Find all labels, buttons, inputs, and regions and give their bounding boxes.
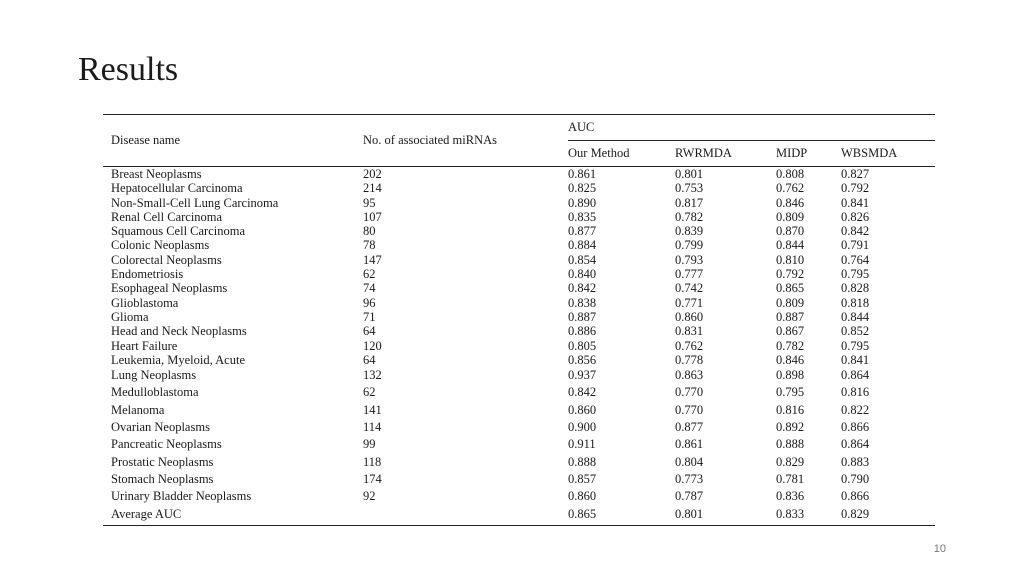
table-row — [103, 296, 935, 310]
mirna-count-cell: 96 — [363, 295, 376, 310]
disease-name-cell: Colorectal Neoplasms — [111, 252, 222, 267]
wbsmda-auc-cell: 0.790 — [841, 471, 870, 486]
wbsmda-auc-cell: 0.844 — [841, 309, 870, 324]
disease-name-cell: Endometriosis — [111, 267, 184, 282]
header-midp: MIDP — [776, 141, 841, 167]
table-row — [103, 224, 935, 238]
table-row — [103, 402, 935, 419]
midp-auc-cell: 0.892 — [776, 420, 805, 435]
rwrmda-auc-cell: 0.860 — [675, 309, 704, 324]
mirna-count-cell: 202 — [363, 167, 382, 181]
table-row — [103, 324, 935, 338]
table-row — [103, 471, 935, 488]
wbsmda-auc-cell: 0.864 — [841, 437, 870, 452]
auc-results-table-container — [103, 114, 935, 526]
mirna-count-cell: 120 — [363, 338, 382, 353]
wbsmda-auc-cell: 0.795 — [841, 338, 870, 353]
header-associated-mirnas: No. of associated miRNAs — [363, 115, 568, 167]
rwrmda-auc-cell: 0.770 — [675, 402, 704, 417]
mirna-count-cell: 141 — [363, 402, 382, 417]
our-method-auc-cell: 0.888 — [568, 454, 597, 469]
our-method-auc-cell: 0.860 — [568, 402, 597, 417]
our-method-auc-cell: 0.911 — [568, 437, 596, 452]
midp-auc-cell: 0.844 — [776, 238, 805, 253]
table-body — [103, 167, 935, 526]
table-row — [103, 267, 935, 281]
midp-auc-cell: 0.865 — [776, 281, 805, 296]
rwrmda-auc-cell: 0.861 — [675, 437, 704, 452]
rwrmda-auc-cell: 0.877 — [675, 420, 704, 435]
our-method-auc-cell: 0.856 — [568, 352, 597, 367]
mirna-count-cell: 62 — [363, 385, 376, 400]
midp-auc-cell: 0.762 — [776, 181, 805, 196]
our-method-auc-cell: 0.865 — [568, 506, 675, 526]
disease-name-cell: Renal Cell Carcinoma — [111, 209, 223, 224]
header-our-method: Our Method — [568, 141, 675, 167]
midp-auc-cell: 0.829 — [776, 454, 805, 469]
disease-name-cell: Melanoma — [111, 402, 165, 417]
mirna-count-cell: 74 — [363, 281, 376, 296]
our-method-auc-cell: 0.838 — [568, 295, 597, 310]
midp-auc-cell: 0.782 — [776, 338, 805, 353]
wbsmda-auc-cell: 0.864 — [841, 368, 870, 383]
rwrmda-auc-cell: 0.801 — [675, 506, 776, 526]
mirna-count-cell: 80 — [363, 224, 376, 239]
table-row — [103, 210, 935, 224]
our-method-auc-cell: 0.840 — [568, 267, 597, 282]
rwrmda-auc-cell: 0.770 — [675, 385, 704, 400]
auc-results-table — [103, 114, 935, 526]
header-wbsmda: WBSMDA — [841, 141, 935, 167]
midp-auc-cell: 0.846 — [776, 352, 805, 367]
our-method-auc-cell: 0.854 — [568, 252, 597, 267]
our-method-auc-cell: 0.861 — [568, 167, 597, 181]
rwrmda-auc-cell: 0.753 — [675, 181, 704, 196]
wbsmda-auc-cell: 0.828 — [841, 281, 870, 296]
rwrmda-auc-cell: 0.787 — [675, 489, 704, 504]
wbsmda-auc-cell: 0.792 — [841, 181, 870, 196]
midp-auc-cell: 0.795 — [776, 385, 805, 400]
wbsmda-auc-cell: 0.852 — [841, 324, 870, 339]
midp-auc-cell: 0.836 — [776, 489, 805, 504]
our-method-auc-cell: 0.884 — [568, 238, 597, 253]
mirna-count-cell: 99 — [363, 437, 376, 452]
disease-name-cell: Ovarian Neoplasms — [111, 420, 210, 435]
slide-title: Results — [78, 51, 179, 88]
table-row — [103, 339, 935, 353]
disease-name-cell: Leukemia, Myeloid, Acute — [111, 352, 245, 367]
rwrmda-auc-cell: 0.793 — [675, 252, 704, 267]
disease-name-cell: Lung Neoplasms — [111, 368, 197, 383]
our-method-auc-cell: 0.835 — [568, 209, 597, 224]
mirna-count-cell: 71 — [363, 309, 376, 324]
table-row — [103, 196, 935, 210]
midp-auc-cell: 0.887 — [776, 309, 805, 324]
midp-auc-cell: 0.867 — [776, 324, 805, 339]
rwrmda-auc-cell: 0.742 — [675, 281, 704, 296]
midp-auc-cell: 0.792 — [776, 267, 805, 282]
wbsmda-auc-cell: 0.764 — [841, 252, 870, 267]
table-row — [103, 281, 935, 295]
table-row — [103, 454, 935, 471]
disease-name-cell: Stomach Neoplasms — [111, 471, 214, 486]
disease-name-cell: Average AUC — [103, 506, 363, 526]
mirna-count-cell: 95 — [363, 195, 376, 210]
midp-auc-cell: 0.781 — [776, 471, 805, 486]
our-method-auc-cell: 0.877 — [568, 224, 597, 239]
our-method-auc-cell: 0.805 — [568, 338, 597, 353]
table-row — [103, 167, 935, 182]
our-method-auc-cell: 0.900 — [568, 420, 597, 435]
our-method-auc-cell: 0.890 — [568, 195, 597, 210]
rwrmda-auc-cell: 0.801 — [675, 167, 704, 181]
wbsmda-auc-cell: 0.866 — [841, 420, 870, 435]
midp-auc-cell: 0.808 — [776, 167, 805, 181]
our-method-auc-cell: 0.860 — [568, 489, 597, 504]
page-number: 10 — [933, 543, 946, 555]
rwrmda-auc-cell: 0.804 — [675, 454, 704, 469]
midp-auc-cell: 0.809 — [776, 295, 805, 310]
wbsmda-auc-cell: 0.841 — [841, 195, 870, 210]
table-row — [103, 488, 935, 505]
average-auc-row — [103, 506, 935, 526]
table-row — [103, 419, 935, 436]
mirna-count-cell: 92 — [363, 489, 376, 504]
mirna-count-cell — [363, 506, 568, 526]
mirna-count-cell: 118 — [363, 454, 382, 469]
table-row — [103, 238, 935, 252]
our-method-auc-cell: 0.842 — [568, 385, 597, 400]
rwrmda-auc-cell: 0.831 — [675, 324, 704, 339]
our-method-auc-cell: 0.825 — [568, 181, 597, 196]
wbsmda-auc-cell: 0.826 — [841, 209, 870, 224]
rwrmda-auc-cell: 0.762 — [675, 338, 704, 353]
mirna-count-cell: 214 — [363, 181, 382, 196]
rwrmda-auc-cell: 0.863 — [675, 368, 704, 383]
disease-name-cell: Hepatocellular Carcinoma — [111, 181, 243, 196]
wbsmda-auc-cell: 0.829 — [841, 506, 935, 526]
disease-name-cell: Breast Neoplasms — [111, 167, 202, 181]
disease-name-cell: Squamous Cell Carcinoma — [111, 224, 246, 239]
our-method-auc-cell: 0.886 — [568, 324, 597, 339]
midp-auc-cell: 0.816 — [776, 402, 805, 417]
table-row — [103, 353, 935, 367]
disease-name-cell: Urinary Bladder Neoplasms — [111, 489, 252, 504]
our-method-auc-cell: 0.842 — [568, 281, 597, 296]
midp-auc-cell: 0.846 — [776, 195, 805, 210]
wbsmda-auc-cell: 0.791 — [841, 238, 870, 253]
rwrmda-auc-cell: 0.773 — [675, 471, 704, 486]
rwrmda-auc-cell: 0.799 — [675, 238, 704, 253]
table-row — [103, 436, 935, 453]
mirna-count-cell: 64 — [363, 352, 376, 367]
midp-auc-cell: 0.870 — [776, 224, 805, 239]
table-row — [103, 253, 935, 267]
mirna-count-cell: 147 — [363, 252, 382, 267]
our-method-auc-cell: 0.857 — [568, 471, 597, 486]
disease-name-cell: Heart Failure — [111, 338, 178, 353]
midp-auc-cell: 0.888 — [776, 437, 805, 452]
disease-name-cell: Glioblastoma — [111, 295, 179, 310]
rwrmda-auc-cell: 0.778 — [675, 352, 704, 367]
wbsmda-auc-cell: 0.883 — [841, 454, 870, 469]
wbsmda-auc-cell: 0.827 — [841, 167, 870, 181]
table-row — [103, 384, 935, 401]
mirna-count-cell: 64 — [363, 324, 376, 339]
midp-auc-cell: 0.810 — [776, 252, 805, 267]
table-row — [103, 367, 935, 384]
header-disease-name: Disease name — [103, 115, 363, 167]
our-method-auc-cell: 0.937 — [568, 368, 597, 383]
table-row — [103, 181, 935, 195]
rwrmda-auc-cell: 0.771 — [675, 295, 704, 310]
our-method-auc-cell: 0.887 — [568, 309, 597, 324]
midp-auc-cell: 0.809 — [776, 209, 805, 224]
mirna-count-cell: 132 — [363, 368, 382, 383]
wbsmda-auc-cell: 0.818 — [841, 295, 870, 310]
midp-auc-cell: 0.833 — [776, 506, 841, 526]
disease-name-cell: Glioma — [111, 309, 149, 324]
header-auc-group: AUC — [568, 115, 935, 141]
mirna-count-cell: 62 — [363, 267, 376, 282]
rwrmda-auc-cell: 0.782 — [675, 209, 704, 224]
rwrmda-auc-cell: 0.839 — [675, 224, 704, 239]
mirna-count-cell: 78 — [363, 238, 376, 253]
disease-name-cell: Colonic Neoplasms — [111, 238, 210, 253]
disease-name-cell: Head and Neck Neoplasms — [111, 324, 247, 339]
disease-name-cell: Medulloblastoma — [111, 385, 199, 400]
mirna-count-cell: 107 — [363, 209, 382, 224]
rwrmda-auc-cell: 0.777 — [675, 267, 704, 282]
wbsmda-auc-cell: 0.866 — [841, 489, 870, 504]
disease-name-cell: Prostatic Neoplasms — [111, 454, 214, 469]
disease-name-cell: Esophageal Neoplasms — [111, 281, 228, 296]
header-rwrmda: RWRMDA — [675, 141, 776, 167]
mirna-count-cell: 114 — [363, 420, 382, 435]
wbsmda-auc-cell: 0.816 — [841, 385, 870, 400]
wbsmda-auc-cell: 0.795 — [841, 267, 870, 282]
disease-name-cell: Pancreatic Neoplasms — [111, 437, 222, 452]
table-row — [103, 310, 935, 324]
wbsmda-auc-cell: 0.841 — [841, 352, 870, 367]
disease-name-cell: Non-Small-Cell Lung Carcinoma — [111, 195, 279, 210]
wbsmda-auc-cell: 0.822 — [841, 402, 870, 417]
midp-auc-cell: 0.898 — [776, 368, 805, 383]
wbsmda-auc-cell: 0.842 — [841, 224, 870, 239]
mirna-count-cell: 174 — [363, 471, 382, 486]
rwrmda-auc-cell: 0.817 — [675, 195, 704, 210]
